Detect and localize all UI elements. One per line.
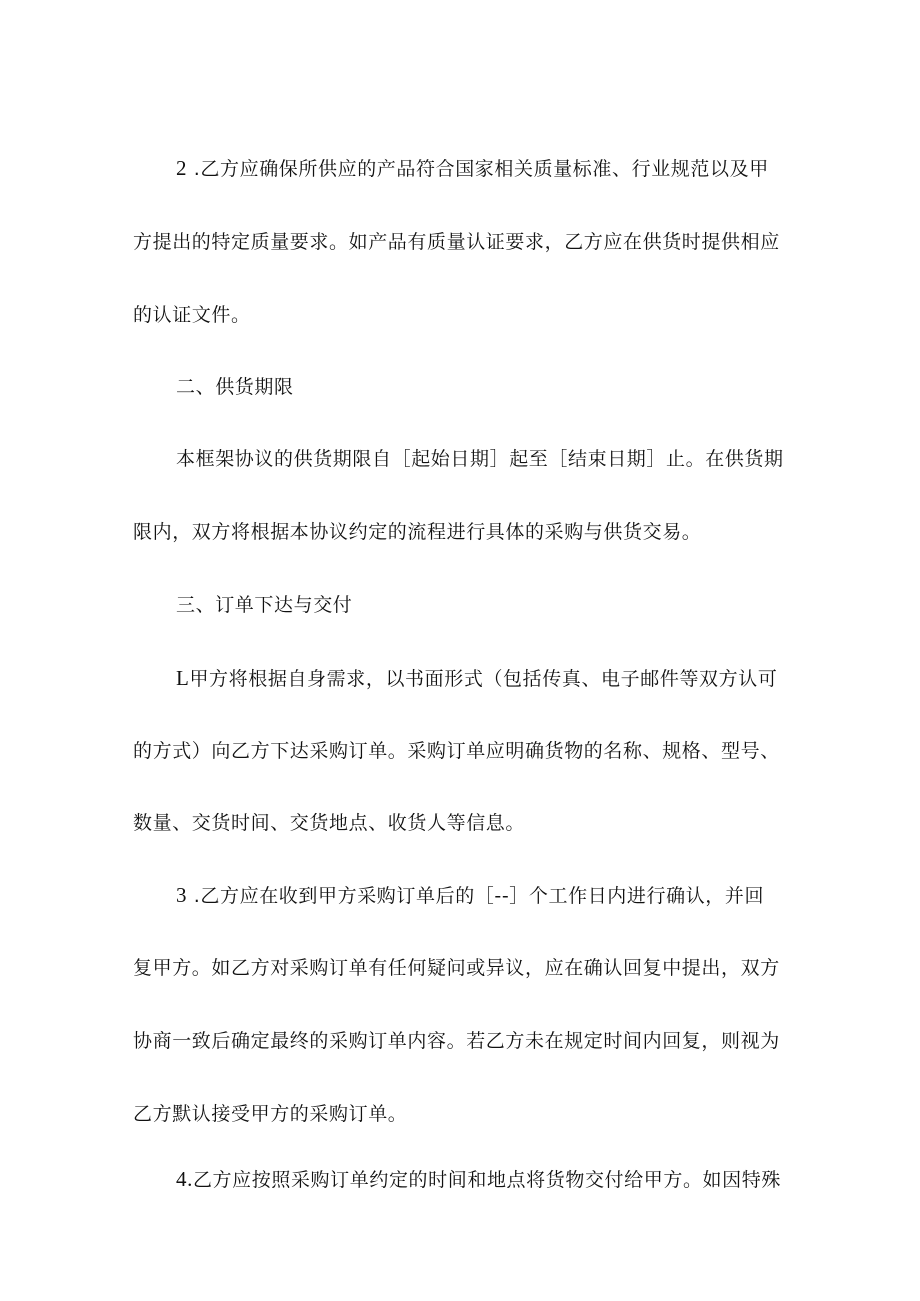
section-heading-supply-period: 二、供货期限	[176, 376, 294, 398]
paragraph-confirm-line-2: 复甲方。如乙方对采购订单有任何疑问或异议，应在确认回复中提出，双方	[133, 957, 780, 979]
paragraph-order-line-3: 数量、交货时间、交货地点、收货人等信息。	[133, 812, 526, 834]
item-number: 3	[176, 883, 188, 907]
paragraph-delivery-line-1	[176, 1166, 781, 1192]
paragraph-quality-line-1	[176, 155, 769, 181]
paragraph-confirm-line-1	[176, 882, 764, 908]
paragraph-order-line-1	[176, 665, 777, 691]
line-text: 乙方应按照采购订单约定的时间和地点将货物交付给甲方。如因特殊	[192, 1169, 781, 1191]
line-text: .乙方应在收到甲方采购订单后的［--］个工作日内进行确认，并回	[187, 885, 765, 907]
paragraph-quality-line-3: 的认证文件。	[133, 304, 251, 326]
line-text: 甲方将根据自身需求，以书面形式（包括传真、电子邮件等双方认可	[189, 668, 778, 690]
paragraph-order-line-2: 的方式）向乙方下达采购订单。采购订单应明确货物的名称、规格、型号、	[133, 740, 780, 762]
paragraph-period-line-2: 限内，双方将根据本协议约定的流程进行具体的采购与供货交易。	[133, 521, 702, 543]
item-number: 2	[176, 156, 188, 180]
line-text: .乙方应确保所供应的产品符合国家相关质量标准、行业规范以及甲	[187, 158, 769, 180]
item-number: L	[176, 666, 190, 690]
paragraph-confirm-line-3: 协商一致后确定最终的采购订单内容。若乙方未在规定时间内回复，则视为	[133, 1030, 780, 1052]
item-number: 4.	[176, 1167, 193, 1191]
paragraph-period-line-1: 本框架协议的供货期限自［起始日期］起至［结束日期］止。在供货期	[176, 448, 784, 470]
paragraph-confirm-line-4: 乙方默认接受甲方的采购订单。	[133, 1103, 408, 1125]
paragraph-quality-line-2: 方提出的特定质量要求。如产品有质量认证要求，乙方应在供货时提供相应	[133, 231, 780, 253]
section-heading-order-delivery: 三、订单下达与交付	[176, 594, 353, 616]
